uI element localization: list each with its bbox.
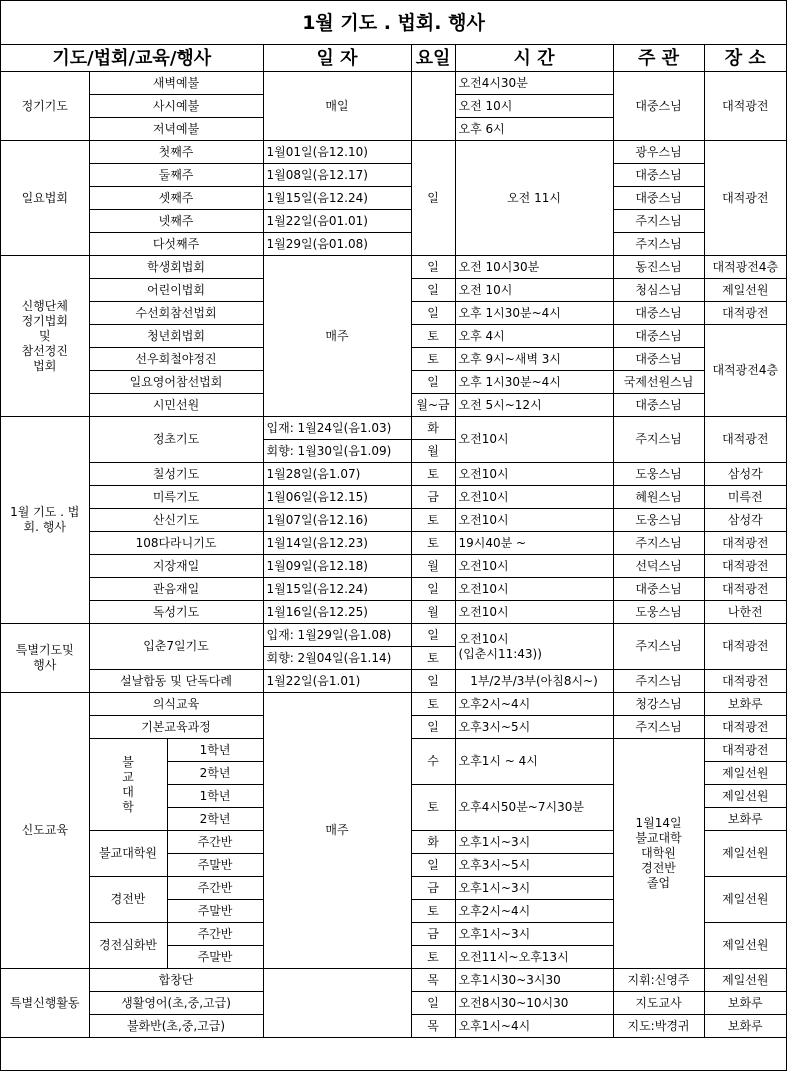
event-host: 주지스님 bbox=[613, 417, 704, 463]
event-day: 토 bbox=[411, 509, 455, 532]
event-time: 19시40분 ~ bbox=[455, 532, 613, 555]
event-time: 오후3시~5시 bbox=[455, 854, 613, 877]
event-host: 주지스님 bbox=[613, 716, 704, 739]
event-date: 1월22일(음01.01) bbox=[263, 210, 411, 233]
event-time: 오전10시 bbox=[455, 555, 613, 578]
event-time: 오후4시50분~7시30분 bbox=[455, 785, 613, 831]
event-name: 새벽예불 bbox=[89, 72, 263, 95]
section-label: 신행단체 정기법회 및 참선정진 법회 bbox=[1, 256, 89, 417]
header-place: 장 소 bbox=[704, 45, 786, 72]
event-time: 오전10시 (입춘시11:43)) bbox=[455, 624, 613, 670]
event-host: 선덕스님 bbox=[613, 555, 704, 578]
table-row bbox=[1, 624, 786, 647]
event-date: 회향: 1월30일(음1.09) bbox=[263, 440, 411, 463]
event-place: 대적광전 bbox=[704, 716, 786, 739]
event-time: 오후1시 ~ 4시 bbox=[455, 739, 613, 785]
header-host: 주 관 bbox=[613, 45, 704, 72]
event-place: 보화루 bbox=[704, 992, 786, 1015]
table-row bbox=[1, 969, 786, 992]
group-label: 불 교 대 학 bbox=[89, 739, 167, 831]
event-name: 합창단 bbox=[89, 969, 263, 992]
event-name: 생활영어(초,중,고급) bbox=[89, 992, 263, 1015]
event-name: 시민선원 bbox=[89, 394, 263, 417]
event-day: 월 bbox=[411, 440, 455, 463]
event-host: 도웅스님 bbox=[613, 463, 704, 486]
event-date: 입재: 1월24일(음1.03) bbox=[263, 417, 411, 440]
event-place: 대적광전4층 bbox=[704, 325, 786, 417]
event-time: 오후1시~3시 bbox=[455, 877, 613, 900]
event-day: 일 bbox=[411, 256, 455, 279]
event-time: 오후1시~3시 bbox=[455, 923, 613, 946]
header-event: 기도/법회/교육/행사 bbox=[1, 45, 263, 72]
event-time: 오전 10시 bbox=[455, 95, 613, 118]
event-date bbox=[263, 969, 411, 1038]
event-day: 토 bbox=[411, 900, 455, 923]
event-time: 오전10시 bbox=[455, 463, 613, 486]
event-place: 제일선원 bbox=[704, 877, 786, 923]
header-time: 시 간 bbox=[455, 45, 613, 72]
event-name: 첫째주 bbox=[89, 141, 263, 164]
event-day: 일 bbox=[411, 141, 455, 256]
event-name: 설날합동 및 단독다례 bbox=[89, 670, 263, 693]
event-place: 대적광전 bbox=[704, 72, 786, 141]
event-place: 보화루 bbox=[704, 1015, 786, 1038]
event-place: 미륵전 bbox=[704, 486, 786, 509]
table-row bbox=[1, 693, 786, 716]
class-name: 1학년 bbox=[167, 739, 263, 762]
event-day: 일 bbox=[411, 992, 455, 1015]
event-host: 지도교사 bbox=[613, 992, 704, 1015]
class-name: 2학년 bbox=[167, 762, 263, 785]
table-row bbox=[1, 555, 786, 578]
event-date: 1월06일(음12.15) bbox=[263, 486, 411, 509]
event-day: 일 bbox=[411, 716, 455, 739]
event-name: 지장재일 bbox=[89, 555, 263, 578]
event-host: 주지스님 bbox=[613, 532, 704, 555]
event-time: 오후2시~4시 bbox=[455, 693, 613, 716]
event-host: 광우스님 bbox=[613, 141, 704, 164]
section-label: 정기기도 bbox=[1, 72, 89, 141]
table-row bbox=[1, 233, 786, 256]
class-name: 주말반 bbox=[167, 900, 263, 923]
event-day: 토 bbox=[411, 946, 455, 969]
section-label: 신도교육 bbox=[1, 693, 89, 969]
class-name: 주말반 bbox=[167, 946, 263, 969]
event-host: 대중스님 bbox=[613, 394, 704, 417]
event-place: 삼성각 bbox=[704, 509, 786, 532]
event-day: 토 bbox=[411, 693, 455, 716]
event-day: 월 bbox=[411, 555, 455, 578]
event-date: 1월09일(음12.18) bbox=[263, 555, 411, 578]
event-place: 제일선원 bbox=[704, 969, 786, 992]
section-label: 일요법회 bbox=[1, 141, 89, 256]
event-name: 다섯째주 bbox=[89, 233, 263, 256]
event-name: 관음재일 bbox=[89, 578, 263, 601]
event-place: 대적광전 bbox=[704, 141, 786, 256]
event-host: 대중스님 bbox=[613, 578, 704, 601]
event-date: 1월14일(음12.23) bbox=[263, 532, 411, 555]
header-row bbox=[1, 45, 786, 72]
event-place: 대적광전 bbox=[704, 302, 786, 325]
event-day: 일 bbox=[411, 371, 455, 394]
event-time: 오후3시~5시 bbox=[455, 716, 613, 739]
class-name: 주간반 bbox=[167, 923, 263, 946]
event-place: 제일선원 bbox=[704, 831, 786, 877]
event-time: 오전10시 bbox=[455, 509, 613, 532]
event-name: 독성기도 bbox=[89, 601, 263, 624]
event-name: 사시예불 bbox=[89, 95, 263, 118]
event-date: 1월07일(음12.16) bbox=[263, 509, 411, 532]
event-day: 토 bbox=[411, 532, 455, 555]
table-row bbox=[1, 670, 786, 693]
event-time: 오전10시 bbox=[455, 578, 613, 601]
event-place: 보화루 bbox=[704, 693, 786, 716]
event-day: 일 bbox=[411, 302, 455, 325]
event-host: 청강스님 bbox=[613, 693, 704, 716]
event-day: 목 bbox=[411, 1015, 455, 1038]
event-place: 대적광전 bbox=[704, 739, 786, 762]
event-time: 오전10시 bbox=[455, 417, 613, 463]
event-day bbox=[411, 72, 455, 141]
event-date: 1월22일(음1.01) bbox=[263, 670, 411, 693]
event-time: 오전 10시30분 bbox=[455, 256, 613, 279]
event-name: 칠성기도 bbox=[89, 463, 263, 486]
event-day: 토 bbox=[411, 463, 455, 486]
event-host: 국제선원스님 bbox=[613, 371, 704, 394]
event-host: 도웅스님 bbox=[613, 601, 704, 624]
event-place: 대적광전 bbox=[704, 578, 786, 601]
event-place: 삼성각 bbox=[704, 463, 786, 486]
event-day: 금 bbox=[411, 486, 455, 509]
event-day: 수 bbox=[411, 739, 455, 785]
event-date: 1월29일(음01.08) bbox=[263, 233, 411, 256]
table-row bbox=[1, 417, 786, 440]
event-name: 저녁예불 bbox=[89, 118, 263, 141]
event-date: 1월28일(음1.07) bbox=[263, 463, 411, 486]
class-name: 주간반 bbox=[167, 877, 263, 900]
event-day: 목 bbox=[411, 969, 455, 992]
class-name: 1학년 bbox=[167, 785, 263, 808]
page-title: 1월 기도 . 법회. 행사 bbox=[1, 1, 786, 45]
table-row bbox=[1, 210, 786, 233]
class-name: 주말반 bbox=[167, 854, 263, 877]
event-time: 오후 1시30분~4시 bbox=[455, 302, 613, 325]
event-place: 대적광전4층 bbox=[704, 256, 786, 279]
header-day: 요일 bbox=[411, 45, 455, 72]
event-name: 기본교육과정 bbox=[89, 716, 263, 739]
event-time: 오후 6시 bbox=[455, 118, 613, 141]
event-place: 제일선원 bbox=[704, 785, 786, 808]
event-name: 수선회참선법회 bbox=[89, 302, 263, 325]
event-day: 일 bbox=[411, 854, 455, 877]
event-host: 혜원스님 bbox=[613, 486, 704, 509]
event-name: 산신기도 bbox=[89, 509, 263, 532]
event-place: 제일선원 bbox=[704, 762, 786, 785]
event-host: 주지스님 bbox=[613, 624, 704, 670]
event-name: 의식교육 bbox=[89, 693, 263, 716]
event-host: 대중스님 bbox=[613, 187, 704, 210]
event-date: 회향: 2월04일(음1.14) bbox=[263, 647, 411, 670]
event-date: 1월16일(음12.25) bbox=[263, 601, 411, 624]
event-time: 오후2시~4시 bbox=[455, 900, 613, 923]
event-time: 오전4시30분 bbox=[455, 72, 613, 95]
table-row bbox=[1, 463, 786, 486]
event-host: 도웅스님 bbox=[613, 509, 704, 532]
event-host: 지휘:신영주 bbox=[613, 969, 704, 992]
event-host: 동진스님 bbox=[613, 256, 704, 279]
table-row bbox=[1, 141, 786, 164]
table-row bbox=[1, 509, 786, 532]
event-name: 미륵기도 bbox=[89, 486, 263, 509]
event-name: 넷째주 bbox=[89, 210, 263, 233]
event-time: 오후1시~4시 bbox=[455, 1015, 613, 1038]
table-row bbox=[1, 601, 786, 624]
event-day: 토 bbox=[411, 325, 455, 348]
event-day: 금 bbox=[411, 923, 455, 946]
event-day: 토 bbox=[411, 785, 455, 831]
table-row bbox=[1, 578, 786, 601]
table-row bbox=[1, 164, 786, 187]
event-date: 입재: 1월29일(음1.08) bbox=[263, 624, 411, 647]
table-row bbox=[1, 256, 786, 279]
event-date: 매주 bbox=[263, 693, 411, 969]
event-name: 108다라니기도 bbox=[89, 532, 263, 555]
table-row bbox=[1, 532, 786, 555]
event-host: 주지스님 bbox=[613, 233, 704, 256]
event-date: 1월01일(음12.10) bbox=[263, 141, 411, 164]
section-label: 특별신행활동 bbox=[1, 969, 89, 1038]
event-host: 청심스님 bbox=[613, 279, 704, 302]
event-day: 일 bbox=[411, 578, 455, 601]
event-name: 셋째주 bbox=[89, 187, 263, 210]
event-name: 일요영어참선법회 bbox=[89, 371, 263, 394]
event-name: 입춘7일기도 bbox=[89, 624, 263, 670]
event-time: 1부/2부/3부(아침8시~) bbox=[455, 670, 613, 693]
event-name: 선우회철야정진 bbox=[89, 348, 263, 371]
header-date: 일 자 bbox=[263, 45, 411, 72]
section-label: 특별기도및 행사 bbox=[1, 624, 89, 693]
event-place: 대적광전 bbox=[704, 670, 786, 693]
event-time: 오전8시30~10시30 bbox=[455, 992, 613, 1015]
event-time: 오후1시~3시 bbox=[455, 831, 613, 854]
event-name: 불화반(초,중,고급) bbox=[89, 1015, 263, 1038]
event-date: 매주 bbox=[263, 256, 411, 417]
group-label: 경전심화반 bbox=[89, 923, 167, 969]
event-place: 대적광전 bbox=[704, 417, 786, 463]
event-time: 오전11시~오후13시 bbox=[455, 946, 613, 969]
event-name: 청년회법회 bbox=[89, 325, 263, 348]
event-time: 오전 11시 bbox=[455, 141, 613, 256]
event-host: 1월14일 불교대학 대학원 경전반 졸업 bbox=[613, 739, 704, 969]
event-day: 일 bbox=[411, 279, 455, 302]
event-name: 학생회법회 bbox=[89, 256, 263, 279]
event-time: 오전 10시 bbox=[455, 279, 613, 302]
event-name: 어린이법회 bbox=[89, 279, 263, 302]
event-time: 오후 1시30분~4시 bbox=[455, 371, 613, 394]
event-host: 대중스님 bbox=[613, 72, 704, 141]
event-day: 토 bbox=[411, 348, 455, 371]
event-time: 오전 5시~12시 bbox=[455, 394, 613, 417]
section-label: 1월 기도 . 법회. 행사 bbox=[1, 417, 89, 624]
event-day: 토 bbox=[411, 647, 455, 670]
event-place: 대적광전 bbox=[704, 555, 786, 578]
event-host: 주지스님 bbox=[613, 670, 704, 693]
event-day: 화 bbox=[411, 831, 455, 854]
class-name: 주간반 bbox=[167, 831, 263, 854]
event-day: 일 bbox=[411, 624, 455, 647]
event-date: 매일 bbox=[263, 72, 411, 141]
group-label: 불교대학원 bbox=[89, 831, 167, 877]
event-time: 오후 4시 bbox=[455, 325, 613, 348]
event-place: 보화루 bbox=[704, 808, 786, 831]
table-row bbox=[1, 72, 786, 95]
event-place: 제일선원 bbox=[704, 279, 786, 302]
event-time: 오후1시30~3시30 bbox=[455, 969, 613, 992]
event-date: 1월08일(음12.17) bbox=[263, 164, 411, 187]
event-place: 대적광전 bbox=[704, 624, 786, 670]
table-row bbox=[1, 187, 786, 210]
event-day: 월 bbox=[411, 601, 455, 624]
class-name: 2학년 bbox=[167, 808, 263, 831]
event-place: 대적광전 bbox=[704, 532, 786, 555]
event-name: 둘째주 bbox=[89, 164, 263, 187]
event-date: 1월15일(음12.24) bbox=[263, 187, 411, 210]
event-host: 대중스님 bbox=[613, 348, 704, 371]
event-time: 오전10시 bbox=[455, 601, 613, 624]
event-host: 주지스님 bbox=[613, 210, 704, 233]
event-host: 대중스님 bbox=[613, 325, 704, 348]
event-day: 금 bbox=[411, 877, 455, 900]
schedule-table bbox=[1, 45, 786, 1038]
event-host: 지도:박경귀 bbox=[613, 1015, 704, 1038]
event-name: 정초기도 bbox=[89, 417, 263, 463]
table-row bbox=[1, 486, 786, 509]
event-day: 월~금 bbox=[411, 394, 455, 417]
event-day: 일 bbox=[411, 670, 455, 693]
group-label: 경전반 bbox=[89, 877, 167, 923]
event-time: 오전10시 bbox=[455, 486, 613, 509]
event-place: 제일선원 bbox=[704, 923, 786, 969]
event-place: 나한전 bbox=[704, 601, 786, 624]
event-date: 1월15일(음12.24) bbox=[263, 578, 411, 601]
event-time: 오후 9시~새벽 3시 bbox=[455, 348, 613, 371]
event-day: 화 bbox=[411, 417, 455, 440]
event-host: 대중스님 bbox=[613, 164, 704, 187]
event-host: 대중스님 bbox=[613, 302, 704, 325]
